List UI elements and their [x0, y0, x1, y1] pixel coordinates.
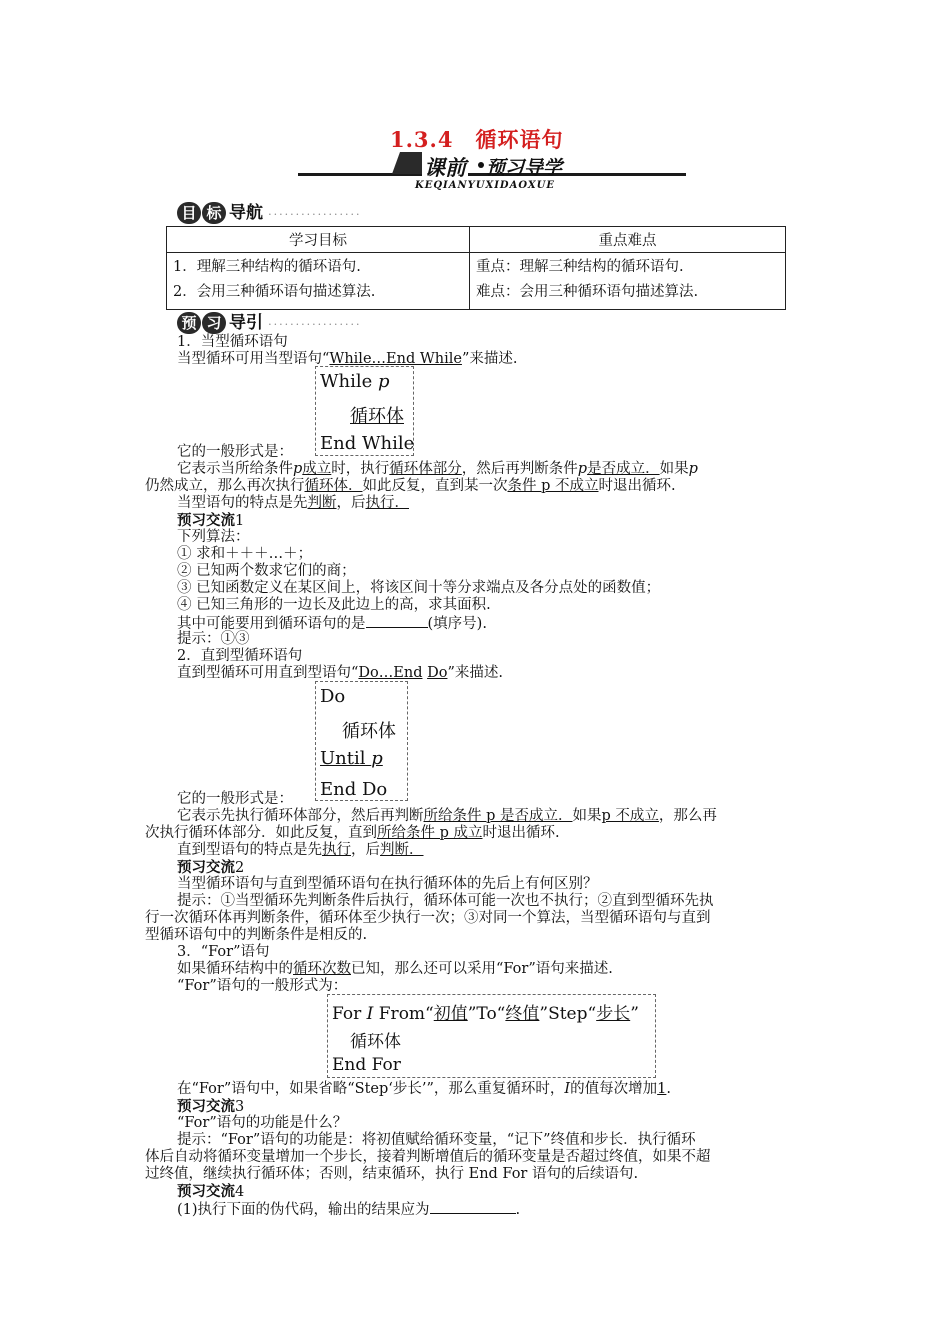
table-cell-line: 难点：会用三种循环语句描述算法.: [476, 284, 699, 300]
text: 如此反复，直到某一次: [362, 478, 508, 494]
underlined-text: While…End While: [329, 351, 462, 367]
exchange-number: 1: [235, 513, 245, 529]
text: 它表示当所给条件: [177, 461, 293, 477]
exchange-3-question: “For”语句的功能是什么？: [177, 1115, 348, 1131]
exchange-2-hint-3: 型循环语句中的判断条件是相反的.: [145, 927, 368, 943]
exchange-3-label: [177, 1098, 244, 1116]
exchange-2-hint-1: 提示：①当型循环先判断条件后执行，循环体可能一次也不执行；②直到型循环先执: [177, 893, 714, 909]
text: ，然后再判断条件: [461, 461, 578, 477]
box-line: End While: [320, 433, 415, 454]
heading-while: 1．当型循环语句: [177, 334, 288, 350]
until-intro: [177, 665, 503, 682]
exchange-label: 预习交流: [177, 512, 235, 529]
exchange-label: 预习交流: [177, 859, 235, 876]
text: ，后: [336, 495, 366, 511]
page-title: 1.3.4 循环语句: [390, 127, 564, 152]
box-line: End Do: [320, 779, 388, 800]
underlined-text: 条件 p 不成立: [507, 478, 599, 494]
box-line: [332, 999, 639, 1024]
variable: I: [366, 1004, 374, 1024]
underlined-text: 所给条件 p 是否成立．: [423, 808, 573, 824]
underlined-text: 循环次数: [293, 961, 351, 977]
exchange-2-question: 当型循环语句与直到型循环语句在执行循环体的先后上有何区别？: [177, 876, 598, 892]
underlined-text: 执行: [322, 842, 351, 858]
exchange-2-label: [177, 859, 244, 877]
section-label: 导引: [229, 313, 263, 333]
underlined-text: 循环体部分: [389, 461, 462, 477]
exchange-1-q4: ④ 已知三角形的一边长及此边上的高，求其面积.: [177, 597, 491, 613]
exchange-1-hint: 提示：①③: [177, 631, 250, 647]
table-cell-line: 2．会用三种循环语句描述算法.: [173, 284, 376, 300]
answer-blank: [366, 614, 428, 628]
variable: I: [564, 1081, 571, 1097]
text: ”来描述.: [461, 351, 518, 367]
while-desc-1: [177, 461, 698, 478]
for-note: [177, 1081, 671, 1098]
text: .: [515, 1202, 521, 1218]
exchange-4-label: [177, 1183, 244, 1201]
box-line: [320, 371, 390, 392]
keyword: ”: [630, 1004, 639, 1024]
text: 如果: [659, 461, 689, 477]
keyword: While: [320, 371, 373, 392]
exchange-number: 2: [235, 860, 245, 876]
section-preview-header: [177, 308, 362, 334]
answer-blank: [430, 1200, 516, 1214]
text: ，后: [351, 842, 380, 858]
box-line: Do: [320, 686, 346, 707]
until-syntax-box: [315, 681, 408, 801]
underlined-text: 判断．: [380, 842, 424, 858]
text: .: [666, 1081, 671, 1097]
keyword: For: [332, 1004, 362, 1024]
keyword: Until: [320, 748, 366, 769]
underlined-text: 所给条件 p 成立: [377, 825, 483, 841]
text: ，那么再: [658, 808, 717, 824]
text: 的值每次增加: [570, 1081, 658, 1097]
box-line: 循环体: [350, 406, 404, 427]
box-line: 循环体: [350, 1032, 401, 1052]
table-header: 重点难点: [470, 227, 786, 253]
variable: p: [378, 371, 390, 392]
variable: p: [293, 461, 303, 477]
dots-decoration: ·················: [268, 208, 362, 221]
text: ”来描述.: [447, 665, 503, 681]
exchange-3-hint-1: 提示：“For”语句的功能是：将初值赋给循环变量，“记下”终值和步长．执行循环: [177, 1132, 696, 1148]
text: 已知，那么还可以采用“For”语句来描述.: [351, 961, 613, 977]
text: 仍然成立，那么再次执行: [145, 478, 305, 494]
text: (1)执行下面的伪代码，输出的结果应为: [177, 1202, 430, 1218]
text: 当型语句的特点是先: [177, 495, 308, 511]
keyword: ”Step“: [539, 1004, 597, 1024]
underlined-text: p 不成立: [601, 808, 659, 824]
exchange-number: 4: [235, 1184, 245, 1200]
for-general-form: “For”语句的一般形式为：: [177, 978, 348, 994]
banner-main: 课前: [422, 152, 468, 182]
text: 时，执行: [331, 461, 390, 477]
underlined-text: Do: [427, 665, 448, 681]
table-cell: [470, 253, 786, 310]
while-feature: [177, 495, 409, 512]
while-desc-2: [145, 478, 676, 495]
exchange-1-q1: ① 求和＋＋＋…＋；: [177, 546, 313, 562]
goals-table: [166, 226, 786, 310]
section-badge: 标: [202, 202, 226, 224]
table-cell-line: 1．理解三种结构的循环语句.: [173, 259, 361, 275]
banner-pinyin: KEQIANYUXIDAOXUE: [415, 180, 555, 191]
section-badge: 习: [202, 312, 226, 334]
until-feature: [177, 842, 424, 859]
exchange-label: 预习交流: [177, 1183, 235, 1200]
table-header: 学习目标: [167, 227, 470, 253]
exchange-3-hint-3: 过终值，继续执行循环体；否则，结束循环，执行 End For 语句的后续语句.: [145, 1166, 639, 1182]
exchange-label: 预习交流: [177, 1098, 235, 1115]
while-general-form: 它的一般形式是：: [177, 444, 293, 460]
exchange-number: 3: [235, 1099, 245, 1115]
while-syntax-box: [315, 366, 414, 456]
dots-decoration: ·················: [268, 318, 362, 331]
banner-sub: 预习导学: [486, 157, 563, 179]
underlined-text: 步长: [596, 1004, 631, 1024]
underlined-text: 终值: [505, 1004, 540, 1024]
exchange-3-hint-2: 体后自动将循环变量增加一个步长，接着判断增值后的循环变量是否超过终值，如果不超: [145, 1149, 711, 1165]
box-line: 循环体: [342, 721, 396, 742]
heading-for: 3．“For”语句: [177, 944, 270, 960]
text: 其中可能要用到循环语句的是: [177, 616, 366, 632]
underlined-text: Do…End: [358, 665, 423, 681]
text: 如果: [572, 808, 602, 824]
underlined-text: 初值: [433, 1004, 468, 1024]
underlined-text: 成立: [302, 461, 332, 477]
text: 时退出循环.: [598, 478, 676, 494]
exchange-1-q0: 下列算法：: [177, 529, 250, 545]
until-general-form: 它的一般形式是：: [177, 791, 293, 807]
text: 当型循环可用当型语句“: [177, 351, 330, 367]
section-goals-header: [177, 198, 362, 224]
table-cell: [167, 253, 470, 310]
exchange-1-q2: ② 已知两个数求它们的商；: [177, 563, 356, 579]
keyword: From“: [378, 1004, 434, 1024]
until-desc-1: [177, 808, 717, 825]
for-intro: [177, 961, 613, 978]
text: 如果循环结构中的: [177, 961, 293, 977]
exchange-4-question: [177, 1200, 520, 1219]
text: 时退出循环.: [482, 825, 560, 841]
text: 次执行循环体部分．如此反复，直到: [145, 825, 377, 841]
section-badge: 目: [177, 202, 201, 224]
table-cell-line: 重点：理解三种结构的循环语句.: [476, 259, 684, 275]
box-line: [320, 748, 383, 769]
underlined-text: 循环体．: [304, 478, 363, 494]
banner-dot: [478, 162, 484, 168]
underlined-text: 是否成立．: [587, 461, 660, 477]
exchange-1-label: [177, 512, 244, 530]
until-desc-2: [145, 825, 560, 842]
text: 直到型循环可用直到型语句“: [177, 665, 359, 681]
exchange-2-hint-2: 行一次循环体再判断条件，循环体至少执行一次；③对同一个算法，当型循环语句与直到: [145, 910, 711, 926]
underlined-text: 执行．: [365, 495, 409, 511]
section-label: 导航: [229, 203, 263, 223]
exchange-1-q3: ③ 已知函数定义在某区间上，将该区间十等分求端点及各分点处的函数值；: [177, 580, 661, 596]
underlined-text: 1: [657, 1081, 667, 1097]
text: 在“For”语句中，如果省略“Step‘步长’”，那么重复循环时，: [177, 1081, 565, 1097]
underlined-text: 判断: [307, 495, 337, 511]
variable: p: [688, 461, 698, 477]
variable: p: [371, 748, 383, 769]
for-syntax-box: [327, 994, 656, 1078]
box-line: End For: [332, 1055, 401, 1075]
text: 直到型语句的特点是先: [177, 842, 322, 858]
text: (填序号).: [427, 616, 487, 632]
keyword: ”To“: [467, 1004, 506, 1024]
heading-until: 2．直到型循环语句: [177, 648, 303, 664]
section-badge: 预: [177, 312, 201, 334]
text: 它表示先执行循环体部分，然后再判断: [177, 808, 424, 824]
variable: p: [577, 461, 588, 477]
